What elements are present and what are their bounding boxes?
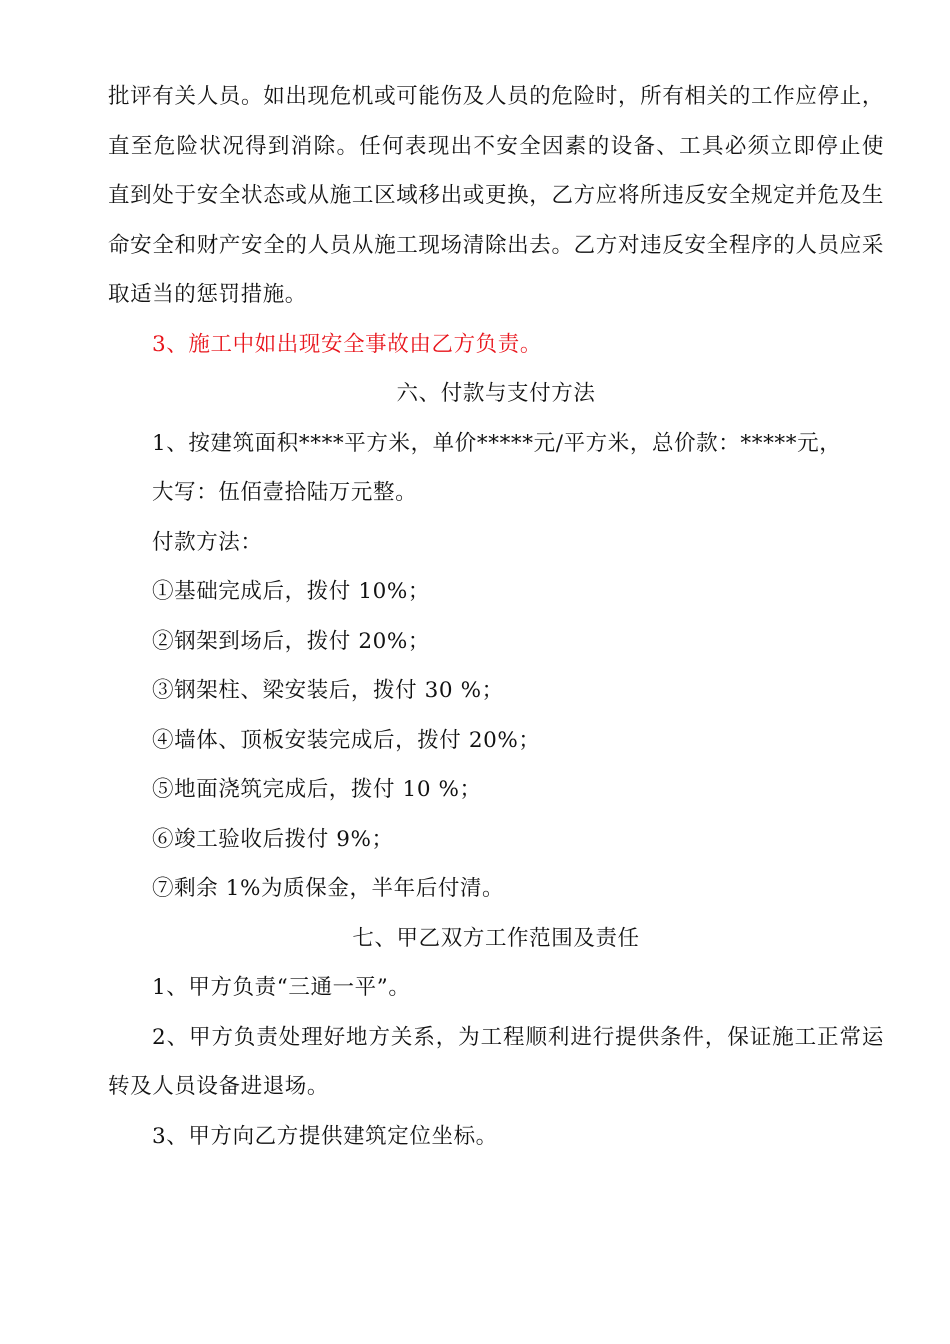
payment-step: ③钢架柱、梁安装后，拨付 30 %； <box>152 678 504 703</box>
payment-step: ①基础完成后，拨付 10%； <box>152 579 431 604</box>
paragraph-line: 命安全和财产安全的人员从施工现场清除出去。乙方对违反安全程序的人员应采 <box>108 232 884 258</box>
paragraph-line: 取适当的惩罚措施。 <box>108 282 307 307</box>
responsibility-item-2-line: 2、甲方负责处理好地方关系，为工程顺利进行提供条件，保证施工正常运 <box>152 1024 884 1050</box>
amount-in-words: 大写：伍佰壹拾陆万元整。 <box>152 480 418 505</box>
payment-step: ⑥竣工验收后拨付 9%； <box>152 826 394 852</box>
document-page <box>108 72 884 1161</box>
payment-step: ④墙体、顶板安装完成后，拨付 20%； <box>152 727 541 753</box>
responsibility-item-2-line: 转及人员设备进退场。 <box>108 1074 330 1099</box>
paragraph-line: 批评有关人员。如出现危机或可能伤及人员的危险时，所有相关的工作应停止， <box>108 84 884 109</box>
payment-step: ⑤地面浇筑完成后，拨付 10 %； <box>152 777 482 802</box>
responsibility-item-3: 3、甲方向乙方提供建筑定位坐标。 <box>152 1123 498 1149</box>
paragraph-line: 直至危险状况得到消除。任何表现出不安全因素的设备、工具必须立即停止使 <box>108 133 884 159</box>
section-heading-payment: 六、付款与支付方法 <box>396 381 596 406</box>
paragraph-line: 直到处于安全状态或从施工区域移出或更换，乙方应将所违反安全规定并危及生 <box>108 183 884 208</box>
payment-method-label: 付款方法： <box>152 529 263 555</box>
section-heading-responsibilities: 七、甲乙双方工作范围及责任 <box>352 925 640 951</box>
responsibility-item-1: 1、甲方负责“三通一平”。 <box>152 975 411 1000</box>
payment-item-1: 1、按建筑面积****平方米，单价*****元/平方米，总价款：*****元， <box>152 430 842 456</box>
payment-step: ②钢架到场后，拨付 20%； <box>152 628 431 654</box>
payment-step: ⑦剩余 1%为质保金，半年后付清。 <box>152 876 505 901</box>
safety-responsibility-item: 3、施工中如出现安全事故由乙方负责。 <box>152 331 542 357</box>
